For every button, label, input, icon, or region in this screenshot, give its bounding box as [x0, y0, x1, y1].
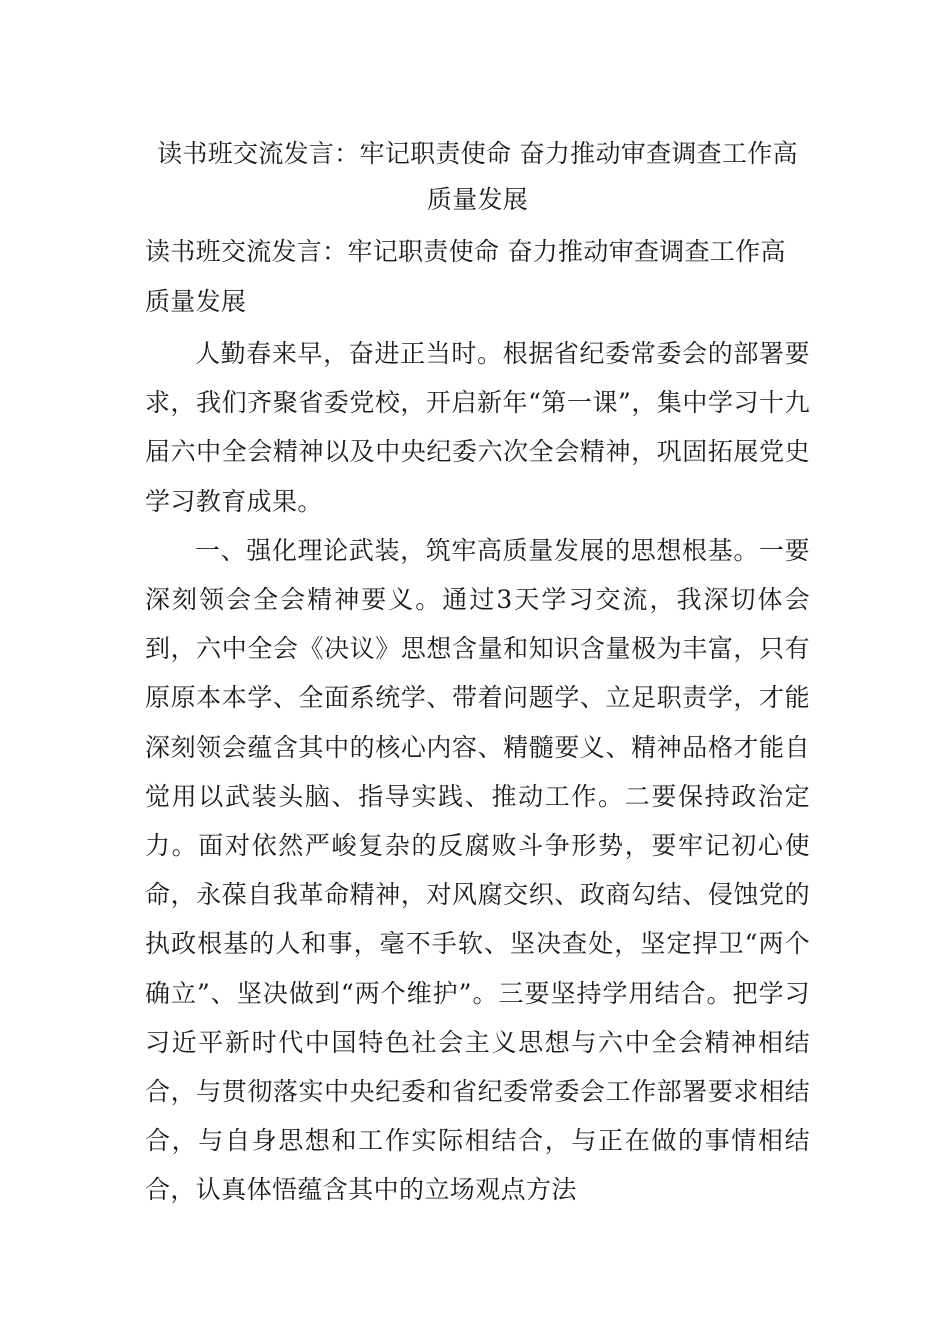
- paragraph-intro: 人勤春来早，奋进正当时。根据省纪委常委会的部署要求，我们齐聚省委党校，开启新年“第一课”，集中学习十九届六中全会精神以及中央纪委六次全会精神，巩固拓展党史学习教育成果。: [145, 339, 810, 516]
- document-title: 读书班交流发言：牢记职责使命 奋力推动审查调查工作高质量发展: [157, 139, 798, 214]
- document-heading-repeat: 读书班交流发言：牢记职责使命 奋力推动审查调查工作高质量发展: [145, 237, 786, 316]
- paragraph-section-one: 一、强化理论武装，筑牢高质量发展的思想根基。一要深刻领会全会精神要义。通过3天学习交流，我深切体会到，六中全会《决议》思想含量和知识含量极为丰富，只有原原本本学、全面系统学、带着问题学、立足职责学，才能深刻领会蕴含其中的核心内容、精髓要义、精神品格才能自觉用以武装头脑、指导实践、推动工作。二要保持政治定力。面对依然严峻复杂的反腐败斗争形势，要牢记初心使命，永葆自我革命精神，对风腐交织、政商勾结、侵蚀党的执政根基的人和事，毫不手软、坚决查处，坚定捍卫“两个确立”、坚决做到“两个维护”。三要坚持学用结合。把学习习近平新时代中国特色社会主义思想与六中全会精神相结合，与贯彻落实中央纪委和省纪委常委会工作部署要求相结合，与自身思想和工作实际相结合，与正在做的事情相结合，认真体悟蕴含其中的立场观点方法: [145, 535, 810, 1205]
- document-body: [145, 131, 810, 1215]
